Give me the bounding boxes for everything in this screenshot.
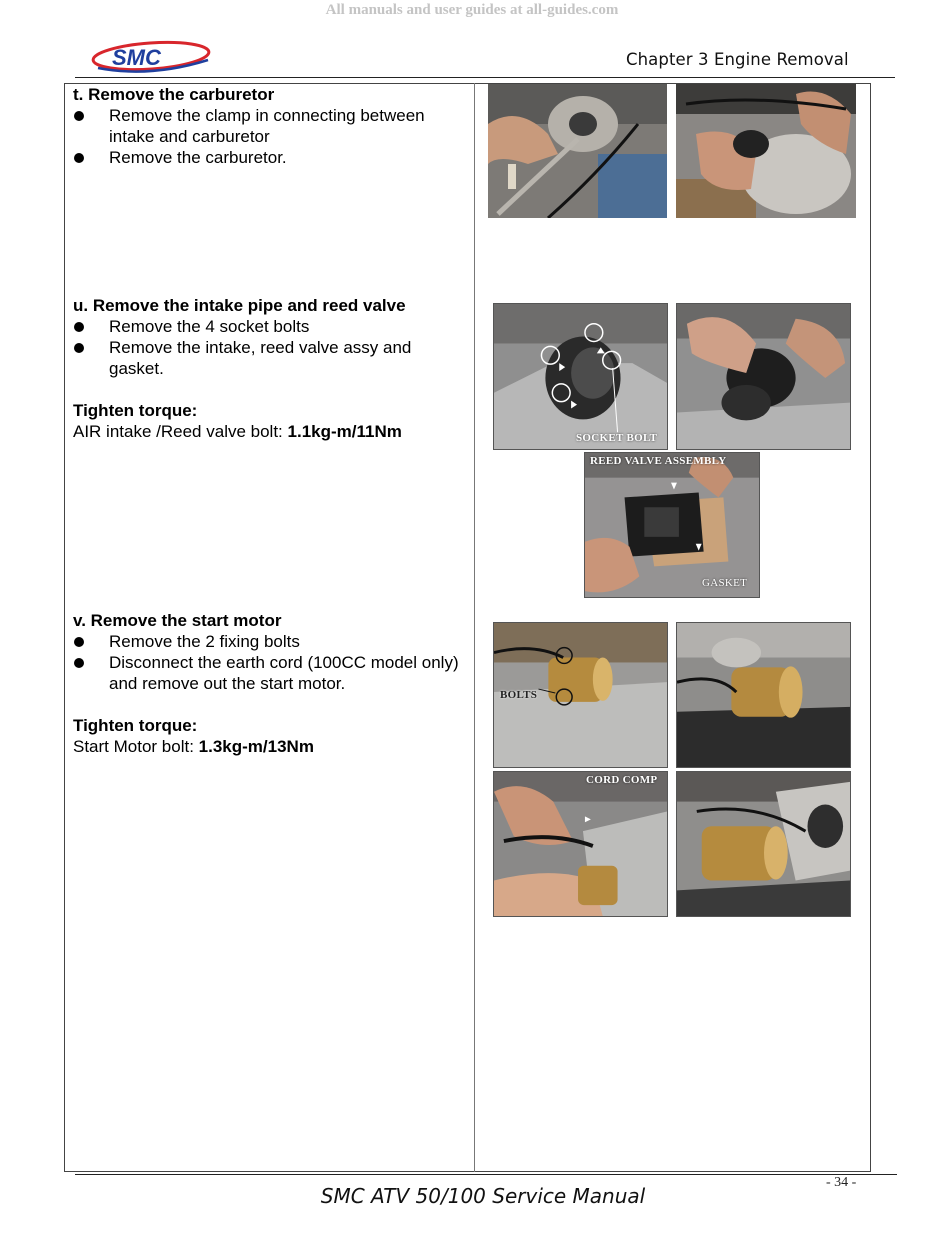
photo-start-motor-bolts — [493, 622, 668, 768]
list-item: Remove the clamp in connecting between intake and carburetor — [73, 105, 469, 147]
torque-value: 1.1kg-m/11Nm — [287, 422, 402, 441]
section-title: v. Remove the start motor — [73, 611, 282, 630]
column-divider — [474, 83, 475, 1172]
label-reed-valve-assembly: REED VALVE ASSEMBLY — [590, 455, 727, 467]
torque-label: AIR intake /Reed valve bolt: — [73, 422, 288, 441]
photo-intake-socket-bolts — [493, 303, 668, 450]
svg-text:SMC: SMC — [112, 45, 161, 70]
bullet-list — [73, 631, 469, 694]
bullet-list — [73, 316, 469, 379]
page-number: - 34 - — [826, 1175, 857, 1190]
section-remove-intake-pipe — [73, 295, 469, 442]
list-item: Remove the intake, reed valve assy and gasket. — [73, 337, 469, 379]
section-remove-start-motor — [73, 610, 469, 757]
torque-value: 1.3kg-m/13Nm — [198, 737, 314, 756]
photo-reed-valve-gasket — [584, 452, 760, 598]
photo-carburetor-clamp — [488, 84, 667, 218]
photo-earth-cord — [493, 771, 668, 917]
label-bolts: BOLTS — [500, 689, 538, 701]
chapter-title: Chapter 3 Engine Removal — [626, 50, 849, 69]
bullet-list — [73, 105, 469, 168]
photo-start-motor-removed — [676, 771, 851, 917]
list-item: Remove the carburetor. — [73, 147, 469, 168]
header-rule — [75, 77, 895, 78]
photo-carburetor-removal — [676, 84, 856, 218]
label-gasket: GASKET — [702, 577, 748, 589]
list-item: Remove the 2 fixing bolts — [73, 631, 469, 652]
label-cord-comp: CORD COMP — [586, 774, 658, 786]
watermark: All manuals and user guides at all-guides.com — [325, 2, 619, 18]
photo-intake-removal — [676, 303, 851, 450]
label-socket-bolt: SOCKET BOLT — [576, 432, 658, 444]
smc-logo — [90, 38, 212, 76]
section-title: t. Remove the carburetor — [73, 85, 275, 104]
list-item: Disconnect the earth cord (100CC model only) and remove out the start motor. — [73, 652, 469, 694]
list-item: Remove the 4 socket bolts — [73, 316, 469, 337]
torque-spec — [73, 736, 469, 757]
manual-title: SMC ATV 50/100 Service Manual — [320, 1184, 646, 1208]
torque-spec — [73, 421, 469, 442]
section-remove-carburetor — [73, 84, 469, 168]
footer-rule — [75, 1174, 897, 1175]
torque-heading: Tighten torque: — [73, 401, 198, 420]
torque-label: Start Motor bolt: — [73, 737, 199, 756]
section-title: u. Remove the intake pipe and reed valve — [73, 296, 406, 315]
torque-heading: Tighten torque: — [73, 716, 198, 735]
photo-start-motor-installed — [676, 622, 851, 768]
